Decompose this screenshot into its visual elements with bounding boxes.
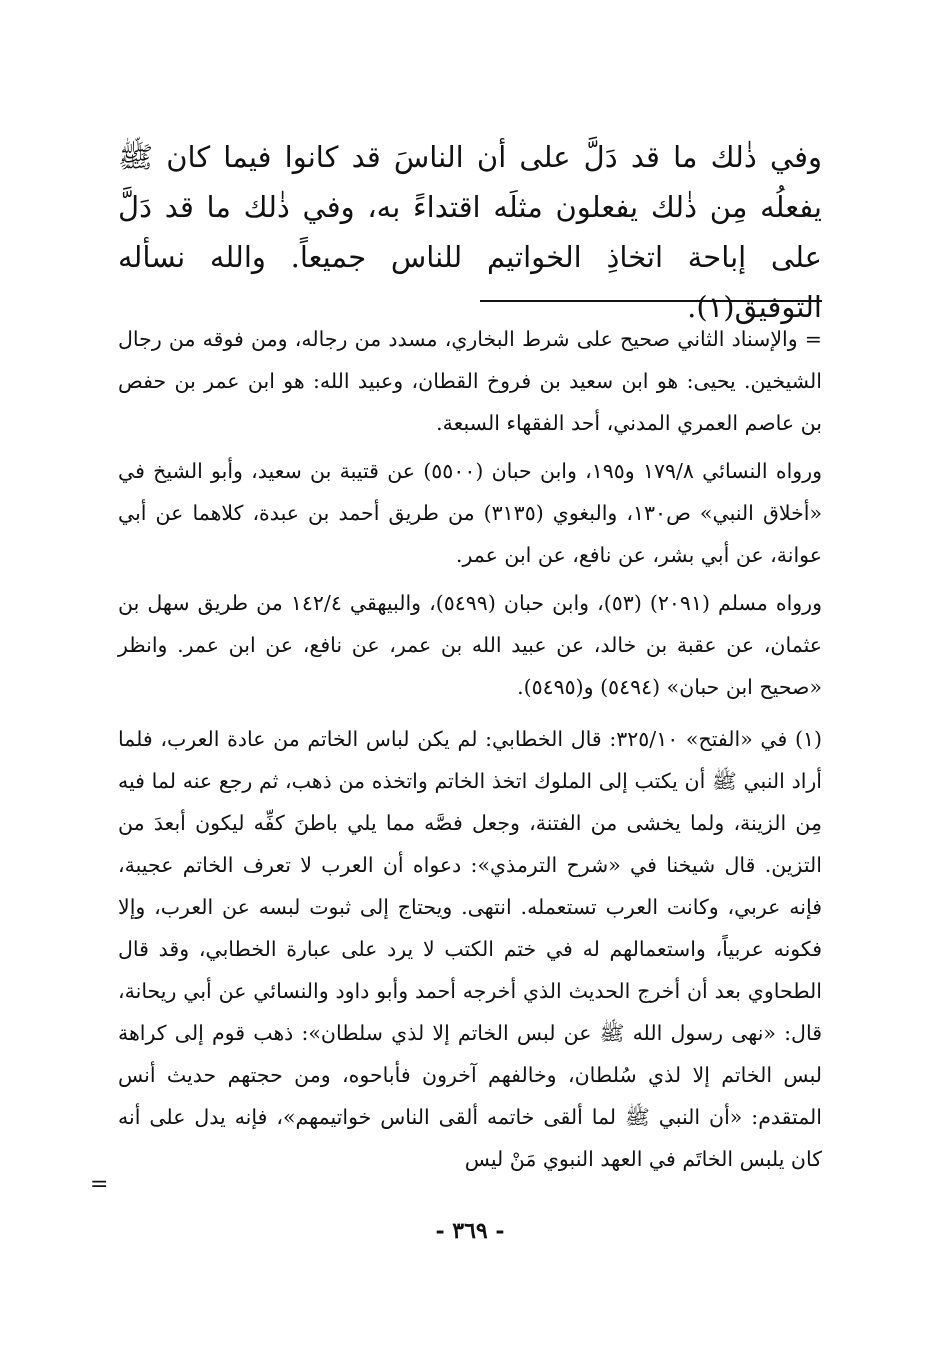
note-paragraph-1: = والإسناد الثاني صحيح على شرط البخاري، مسدد من رجاله، ومن فوقه من رجال الشيخين. يحيى: هو ابن سعيد بن فروخ القطان، وعبيد الله: هو ابن عمر بن حفص بن عاصم العمري المدني، أحد الفقهاء السبعة. (118, 327, 822, 435)
main-paragraph: وفي ذٰلك ما قد دَلَّ على أن الناسَ قد كانوا فيما كان ﷺ يفعلُه مِن ذٰلك يفعلون مثلَه اقتداءً به، وفي ذٰلك ما قد دَلَّ على إباحة اتخاذِ الخواتيم للناس جميعاً. والله نسأله التوفيق(١). (118, 140, 822, 324)
footnote-separator (480, 300, 822, 302)
note-paragraph-2: ورواه النسائي ١٧٩/٨ و١٩٥، وابن حبان (٥٥٠٠) عن قتيبة بن سعيد، وأبو الشيخ في «أخلاق النبي» ص١٣٠، والبغوي (٣١٣٥) من طريق أحمد بن عبدة، كلاهما عن أبي عوانة، عن أبي بشر، عن نافع، عن ابن عمر. (118, 459, 822, 567)
main-text-block (118, 132, 822, 332)
footnotes-block (118, 318, 822, 1186)
continuation-mark: = (90, 1172, 109, 1197)
note-paragraph-3: ورواه مسلم (٢٠٩١) (٥٣)، وابن حبان (٥٤٩٩)، والبيهقي ١٤٢/٤ من طريق سهل بن عثمان، عن عقبة بن خالد، عن عبيد الله بن عمر، عن نافع، عن ابن عمر. وانظر «صحيح ابن حبان» (٥٤٩٤) و(٥٤٩٥). (118, 591, 822, 699)
footnote-1: (١) في «الفتح» ٣٢٥/١٠: قال الخطابي: لم يكن لباس الخاتم من عادة العرب، فلما أراد النبي ﷺ أن يكتب إلى الملوك اتخذ الخاتم واتخذه من ذهب، ثم رجع عنه لما فيه مِن الزينة، ولما يخشى من الفتنة، وجعل فصَّه مما يلي باطنَ كفِّه ليكون أبعدَ من التزين. قال شيخنا في «شرح الترمذي»: دعواه أن العرب لا تعرف الخاتم عجيبة، فإنه عربي، وكانت العرب تستعمله. انتهى. ويحتاج إلى ثبوت لبسه عن العرب، وإلا فكونه عربياً، واستعمالهم له في ختم الكتب لا يرد على عبارة الخطابي، وقد قال الطحاوي بعد أن أخرج الحديث الذي أخرجه أحمد وأبو داود والنسائي عن أبي ريحانة، قال: «نهى رسول الله ﷺ عن لبس الخاتم إلا لذي سلطان»: ذهب قوم إلى كراهة لبس الخاتم إلا لذي سُلطان، وخالفهم آخرون فأباحوه، ومن حجتهم حديث أنس المتقدم: «أن النبي ﷺ لما ألقى خاتمه ألقى الناس خواتيمهم»، فإنه يدل على أنه كان يلبس الخاتَم في العهد النبوي مَنْ ليس (118, 727, 822, 1171)
page-number: - ٣٦٩ - (435, 1218, 505, 1244)
